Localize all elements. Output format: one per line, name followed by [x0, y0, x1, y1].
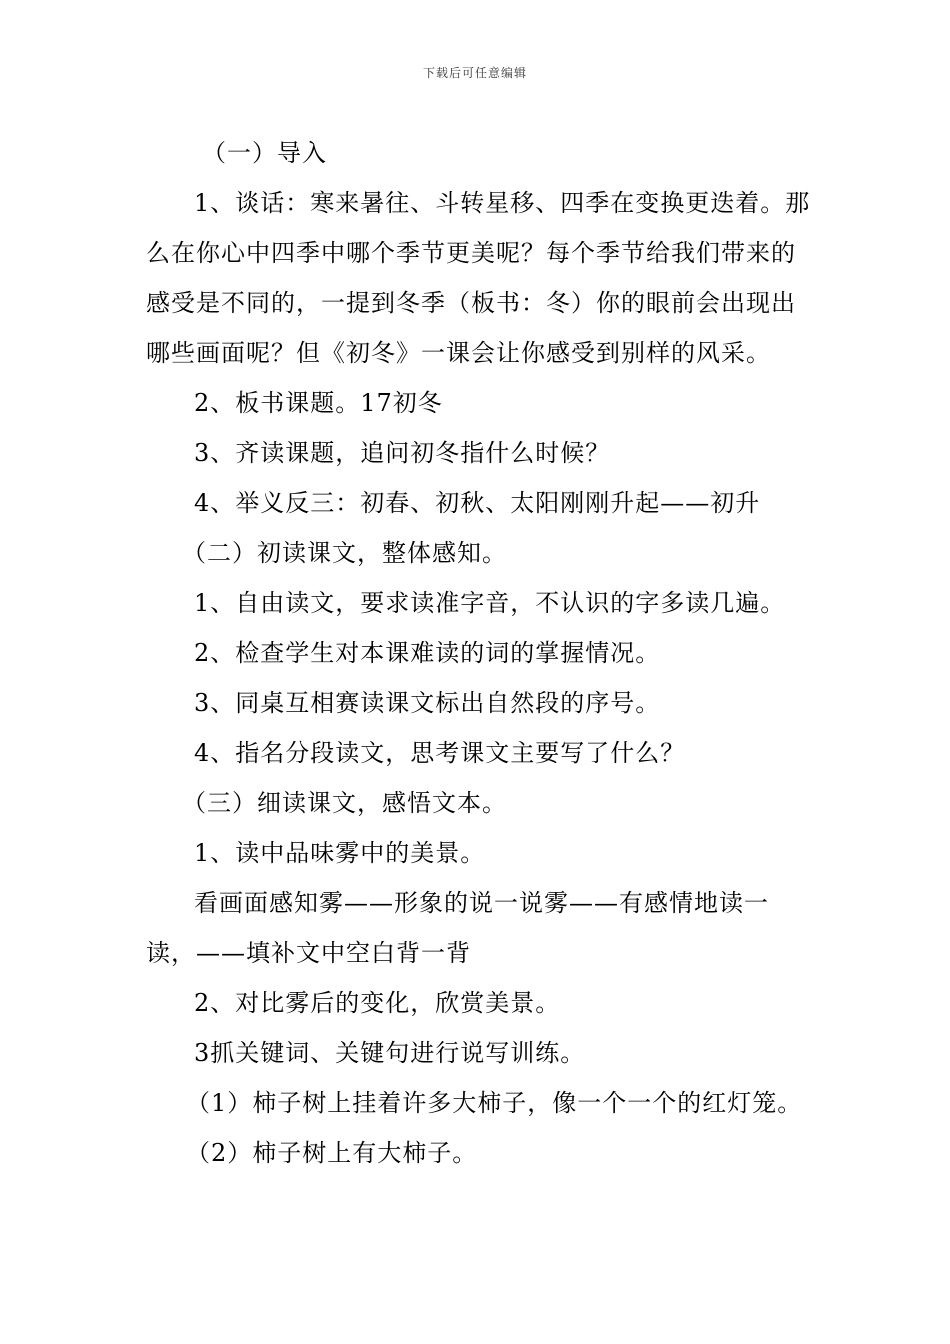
paragraph-board-title: 2、板书课题。17初冬	[194, 389, 443, 417]
paragraph-keywords-training: 3抓关键词、关键句进行说写训练。	[194, 1039, 586, 1067]
page-header-note: 下载后可任意编辑	[422, 66, 527, 80]
paragraph-examples: 4、举义反三：初春、初秋、太阳刚刚升起——初升	[194, 489, 761, 517]
paragraph-fog-scene: 1、读中品味雾中的美景。	[194, 839, 486, 867]
paragraph-talk: 1、谈话：寒来暑往、斗转星移、四季在变换更迭着。那么在你心中四季中哪个季节更美呢？每个季节给我们带来的感受是不同的，一提到冬季（板书：冬）你的眼前会出现出哪些画面呢？但《初冬》一课会让你感受到别样的风采。	[146, 189, 811, 367]
paragraph-free-reading: 1、自由读文，要求读准字音，不认识的字多读几遍。	[194, 589, 786, 617]
section-heading-intro: （一）导入	[202, 139, 327, 167]
paragraph-example-sentence-2: （2）柿子树上有大柿子。	[186, 1139, 478, 1167]
paragraph-read-title: 3、齐读课题，追问初冬指什么时候？	[194, 439, 611, 467]
document-body	[146, 128, 814, 1178]
paragraph-compare-changes: 2、对比雾后的变化，欣赏美景。	[194, 989, 561, 1017]
paragraph-example-sentence-1: （1）柿子树上挂着许多大柿子，像一个一个的红灯笼。	[186, 1089, 803, 1117]
paragraph-section-reading: 4、指名分段读文，思考课文主要写了什么？	[194, 739, 686, 767]
section-heading-first-reading: （二）初读课文，整体感知。	[182, 539, 507, 567]
paragraph-check-words: 2、检查学生对本课难读的词的掌握情况。	[194, 639, 661, 667]
section-heading-close-reading: （三）细读课文，感悟文本。	[182, 789, 507, 817]
paragraph-partner-reading: 3、同桌互相赛读课文标出自然段的序号。	[194, 689, 661, 717]
paragraph-fog-steps: 看画面感知雾——形象的说一说雾——有感情地读一读，——填补文中空白背一背	[146, 889, 769, 967]
